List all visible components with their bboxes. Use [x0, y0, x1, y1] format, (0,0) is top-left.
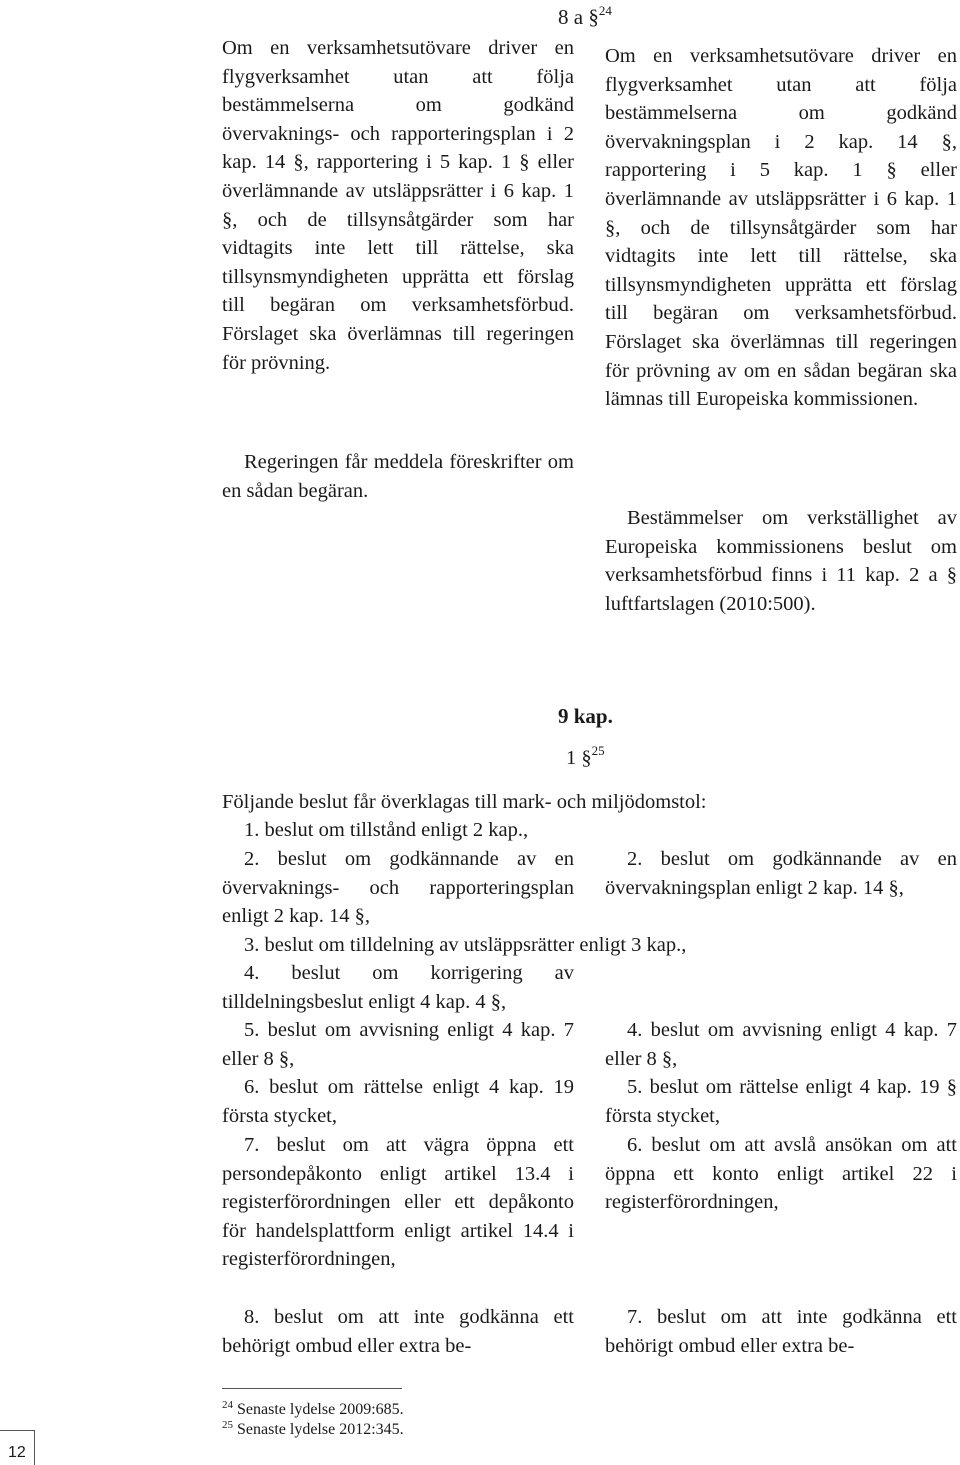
right-column-p2 [605, 504, 957, 618]
right-column [605, 42, 957, 414]
paragraph-label: 1 § [566, 747, 592, 769]
chapter-intro: Följande beslut får överklagas till mark- och miljödomstol: [222, 791, 707, 813]
footnote-text: Senaste lydelse 2009:685. [237, 1401, 404, 1418]
chapter-title: 9 kap. [558, 704, 613, 728]
left-paragraph-2: Regeringen får meddela föreskrifter om en sådan begäran. [222, 451, 574, 502]
list-item-6-right: 6. beslut om att avslå ansökan om att öppna ett konto enligt artikel 22 i registerförordningen, [605, 1134, 957, 1214]
right-paragraph-1: Om en verksamhetsutövare driver en flygverksamhet utan att följa bestämmelserna om godkänd övervakningsplan i 2 kap. 14 §, rapportering i 5 kap. 1 § eller överlämnande av utsläppsrätter i 6 kap. 1 §, och de tillsynsåtgärder som har vidtagits inte lett till rättelse, ska tillsynsmyndigheten upprätta ett förslag till begäran om verksamhetsförbud. Förslaget ska överlämnas till regeringen för prövning av om en sådan begäran ska lämnas till Europeiska kommissionen. [605, 45, 957, 411]
footnote-number: 24 [222, 1399, 233, 1411]
list-item-2-left: 2. beslut om godkännande av en övervaknings- och rapporteringsplan enligt 2 kap. 14 §, [222, 848, 574, 928]
paragraph-heading [566, 744, 605, 772]
list-item-6-left: 6. beslut om rättelse enligt 4 kap. 19 första stycket, [222, 1076, 574, 1127]
footnote-text: Senaste lydelse 2012:345. [237, 1421, 404, 1438]
left-column-p2 [222, 448, 574, 505]
list-item-4-right: 4. beslut om avvisning enligt 4 kap. 7 eller 8 §, [605, 1019, 957, 1070]
footnote-ref-24: 24 [598, 3, 612, 18]
left-paragraph-1: Om en verksamhetsutövare driver en flygverksamhet utan att följa bestämmelserna om godkänd övervaknings- och rapporteringsplan i 2 kap. 14 §, rapportering i 5 kap. 1 § eller överlämnande av utsläppsrätter i 6 kap. 1 §, och de tillsynsåtgärder som har vidtagits inte lett till rättelse, ska tillsynsmyndigheten upprätta ett förslag till begäran om verksamhetsförbud. Förslaget ska överlämnas till regeringen för prövning. [222, 37, 574, 374]
right-paragraph-2: Bestämmelser om verkställighet av Europeiska kommissionens beslut om verksamhetsförbud finns i 11 kap. 2 a § luftfartslagen (2010:500). [605, 507, 957, 615]
footnote-24 [222, 1400, 404, 1420]
footnote-25 [222, 1420, 404, 1440]
footnote-divider [222, 1388, 402, 1389]
list-item-4-left: 4. beslut om korrigering av tilldelningsbeslut enligt 4 kap. 4 §, [222, 962, 574, 1013]
list-item-5-right: 5. beslut om rättelse enligt 4 kap. 19 § första stycket, [605, 1076, 957, 1127]
list-item-8-left: 8. beslut om att inte godkänna ett behörigt ombud eller extra be- [222, 1306, 574, 1357]
list-item-7-left: 7. beslut om att vägra öppna ett persondepåkonto enligt artikel 13.4 i registerförordningen eller ett depåkonto för handelsplattform enligt artikel 14.4 i registerförordningen, [222, 1134, 574, 1271]
list-item-3: 3. beslut om tilldelning av utsläppsrätter enligt 3 kap., [244, 934, 687, 956]
section-heading [558, 4, 612, 30]
page-number: 12 [8, 1444, 26, 1461]
list-item-1: 1. beslut om tillstånd enligt 2 kap., [244, 819, 529, 841]
section-label: 8 a § [558, 5, 599, 29]
list-item-2-right: 2. beslut om godkännande av en övervakningsplan enligt 2 kap. 14 §, [605, 848, 957, 899]
left-column [222, 34, 574, 377]
list-item-7-right: 7. beslut om att inte godkänna ett behörigt ombud eller extra be- [605, 1306, 957, 1357]
footnote-number: 25 [222, 1419, 233, 1431]
footnote-ref-25: 25 [591, 743, 605, 758]
list-item-5-left: 5. beslut om avvisning enligt 4 kap. 7 eller 8 §, [222, 1019, 574, 1070]
